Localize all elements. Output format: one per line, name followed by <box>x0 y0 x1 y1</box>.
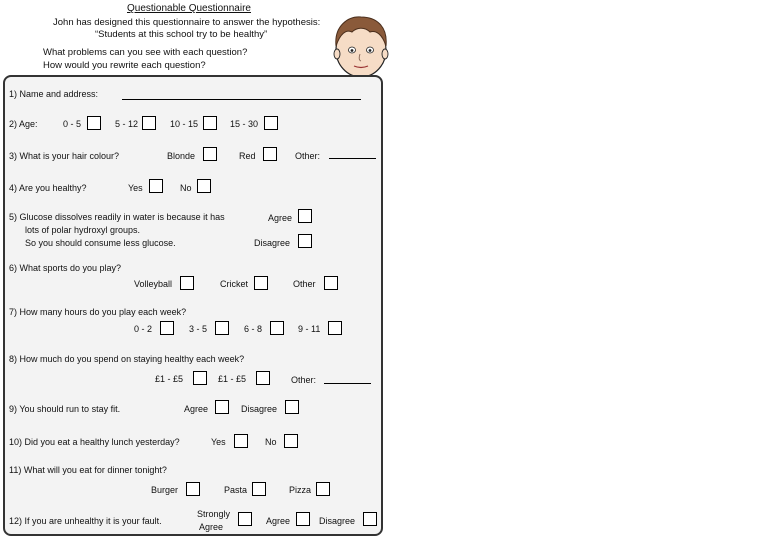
q3-option-label: Other: <box>295 151 321 161</box>
q2-checkbox-4[interactable] <box>264 116 278 130</box>
q6-checkbox-2[interactable] <box>254 276 268 290</box>
q7-label: 7) How many hours do you play each week? <box>9 307 187 317</box>
q8-option-label: Other: <box>291 375 317 385</box>
q8-other-line[interactable] <box>324 383 371 384</box>
q9-checkbox-disagree[interactable] <box>285 400 299 414</box>
q12-checkbox-strongly-agree[interactable] <box>238 512 252 526</box>
q5-text-line3: So you should consume less glucose. <box>25 238 176 248</box>
q11-checkbox-3[interactable] <box>316 482 330 496</box>
q2-checkbox-3[interactable] <box>203 116 217 130</box>
q8-label: 8) How much do you spend on staying healthy each week? <box>9 354 245 364</box>
q6-checkbox-3[interactable] <box>324 276 338 290</box>
intro-text: John has designed this questionnaire to answer the hypothesis: <box>53 17 321 28</box>
q7-checkbox-1[interactable] <box>160 321 174 335</box>
q7-option-label: 6 - 8 <box>244 324 263 334</box>
q12-label: 12) If you are unhealthy it is your fault. <box>9 516 162 526</box>
q2-checkbox-1[interactable] <box>87 116 101 130</box>
q7-option-label: 9 - 11 <box>298 324 321 334</box>
q12-option-label: Strongly <box>197 509 231 519</box>
q1-label: 1) Name and address: <box>9 89 99 99</box>
q12-checkbox-agree[interactable] <box>296 512 310 526</box>
q5-checkbox-agree[interactable] <box>298 209 312 223</box>
q12-option-label: Disagree <box>319 516 356 526</box>
q9-label: 9) You should run to stay fit. <box>9 404 121 414</box>
q6-option-label: Volleyball <box>134 279 173 289</box>
q4-option-label: Yes <box>128 183 143 193</box>
q6-option-label: Cricket <box>220 279 249 289</box>
q12-option-label: Agree <box>199 522 224 532</box>
q2-option-label: 0 - 5 <box>63 119 82 129</box>
task-text-1: What problems can you see with each question? <box>43 47 248 58</box>
q10-checkbox-2[interactable] <box>284 434 298 448</box>
q2-option-label: 10 - 15 <box>170 119 199 129</box>
q9-option-label: Agree <box>184 404 209 414</box>
q12-checkbox-disagree[interactable] <box>363 512 377 526</box>
q10-option-label: No <box>265 437 277 447</box>
q3-label: 3) What is your hair colour? <box>9 151 120 161</box>
q2-option-label: 5 - 12 <box>115 119 139 129</box>
q7-option-label: 3 - 5 <box>189 324 208 334</box>
q8-option-label: £1 - £5 <box>155 374 184 384</box>
q10-label: 10) Did you eat a healthy lunch yesterday? <box>9 437 180 447</box>
q7-checkbox-2[interactable] <box>215 321 229 335</box>
q3-other-line[interactable] <box>329 158 376 159</box>
q11-option-label: Burger <box>151 485 179 495</box>
q10-checkbox-1[interactable] <box>234 434 248 448</box>
q11-checkbox-1[interactable] <box>186 482 200 496</box>
q9-checkbox-agree[interactable] <box>215 400 229 414</box>
q2-checkbox-2[interactable] <box>142 116 156 130</box>
q7-checkbox-3[interactable] <box>270 321 284 335</box>
q5-option-label: Disagree <box>254 238 291 248</box>
q11-label: 11) What will you eat for dinner tonight? <box>9 465 167 475</box>
q2-option-label: 15 - 30 <box>230 119 259 129</box>
q3-option-label: Red <box>239 151 256 161</box>
q4-option-label: No <box>180 183 192 193</box>
task-text-2: How would you rewrite each question? <box>43 60 206 71</box>
q7-checkbox-4[interactable] <box>328 321 342 335</box>
q10-option-label: Yes <box>211 437 226 447</box>
q5-text-line2: lots of polar hydroxyl groups. <box>25 225 141 235</box>
q5-checkbox-disagree[interactable] <box>298 234 312 248</box>
q3-checkbox-1[interactable] <box>203 147 217 161</box>
q8-checkbox-2[interactable] <box>256 371 270 385</box>
q2-label: 2) Age: <box>9 119 38 129</box>
q1-answer-line[interactable] <box>122 99 361 100</box>
q5-option-label: Agree <box>268 213 293 223</box>
q3-checkbox-2[interactable] <box>263 147 277 161</box>
q4-checkbox-2[interactable] <box>197 179 211 193</box>
q8-option-label: £1 - £5 <box>218 374 247 384</box>
q11-checkbox-2[interactable] <box>252 482 266 496</box>
q3-option-label: Blonde <box>167 151 196 161</box>
q7-option-label: 0 - 2 <box>134 324 153 334</box>
q4-checkbox-1[interactable] <box>149 179 163 193</box>
cartoon-face-icon <box>330 12 392 78</box>
q8-checkbox-1[interactable] <box>193 371 207 385</box>
q11-option-label: Pizza <box>289 485 312 495</box>
hypothesis-text: “Students at this school try to be healthy” <box>95 29 268 40</box>
q4-label: 4) Are you healthy? <box>9 183 87 193</box>
q12-option-label: Agree <box>266 516 291 526</box>
q6-checkbox-1[interactable] <box>180 276 194 290</box>
q5-text-line1: 5) Glucose dissolves readily in water is because it has <box>9 212 225 222</box>
page-title: Questionable Questionnaire <box>127 3 251 14</box>
q9-option-label: Disagree <box>241 404 278 414</box>
q11-option-label: Pasta <box>224 485 248 495</box>
q6-option-label: Other <box>293 279 316 289</box>
q6-label: 6) What sports do you play? <box>9 263 122 273</box>
